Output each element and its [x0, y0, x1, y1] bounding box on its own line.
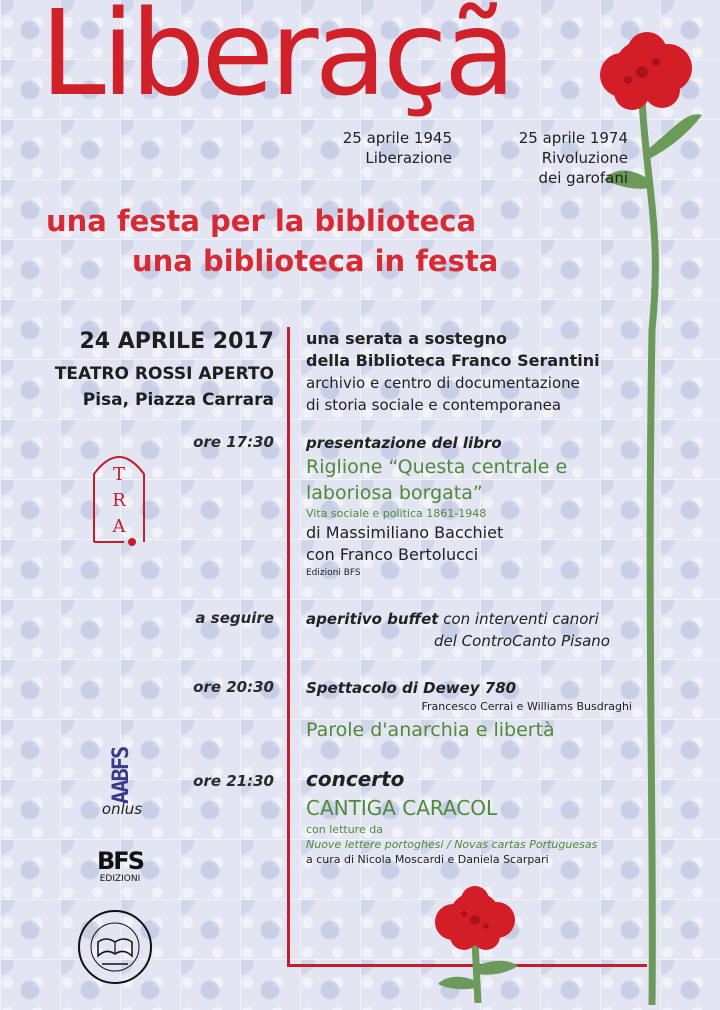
event-venue: TEATRO ROSSI APERTO [54, 364, 274, 384]
bfs-mark: BFS [97, 847, 143, 875]
biblioteca-seal-icon [76, 908, 154, 986]
event-venue-block [55, 361, 274, 413]
bfs-edizioni-logo [90, 848, 150, 884]
time-2030: ore 20:30 [193, 678, 274, 696]
p4-kind: concerto [306, 767, 405, 791]
time-1730: ore 17:30 [193, 433, 274, 451]
event-date: 24 APRILE 2017 [79, 329, 274, 354]
program-item-4 [306, 764, 597, 867]
aabfs-logo [96, 748, 148, 818]
p2-bold: aperitivo buffet [306, 610, 439, 628]
date-liberazione-block [343, 128, 452, 168]
intro-line-1: una serata a sostegno [306, 329, 507, 348]
subtitle-line-1: una festa per la biblioteca [46, 204, 477, 238]
label-rivoluzione: Rivoluzione [541, 149, 628, 167]
event-intro [306, 328, 600, 416]
p3-title: Spettacolo di Dewey 780 [306, 679, 517, 697]
program-item-3 [306, 677, 632, 745]
svg-text:A: A [112, 516, 126, 537]
time-2130: ore 21:30 [193, 772, 274, 790]
carnation-bottom-icon [420, 886, 530, 1003]
program-item-1 [306, 432, 567, 580]
p4-books: Nuove lettere portoghesi / Novas cartas Portuguesas [306, 838, 598, 851]
p1-title-line-2: laboriosa borgata” [306, 482, 483, 504]
svg-text:T: T [112, 464, 126, 485]
p1-publisher: Edizioni BFS [306, 568, 361, 578]
label-garofani: dei garofani [538, 169, 628, 187]
p1-title-line-1: Riglione “Questa centrale e [306, 456, 568, 478]
aabfs-mark: AABFS [109, 747, 134, 804]
p3-show: Parole d'anarchia e libertà [306, 719, 555, 741]
poster-title: Liberaçã [40, 0, 513, 122]
p2-line-2: del ControCanto Pisano [434, 632, 610, 650]
intro-line-3: archivio e centro di documentazione [306, 374, 580, 392]
event-place: Pisa, Piazza Carrara [82, 390, 274, 410]
p4-curated: a cura di Nicola Moscardi e Daniela Scarpari [306, 853, 549, 866]
date-garofani-block [519, 128, 628, 188]
label-liberazione: Liberazione [365, 149, 452, 167]
time-a-seguire: a seguire [195, 609, 274, 627]
p4-band: CANTIGA CARACOL [306, 796, 498, 820]
intro-line-4: di storia sociale e contemporanea [306, 396, 562, 414]
bfs-edizioni: EDIZIONI [99, 874, 141, 884]
aabfs-onlus: onlus [101, 800, 143, 818]
tra-logo-icon [88, 444, 150, 546]
p1-with: con Franco Bertolucci [306, 545, 479, 564]
date-1974: 25 aprile 1974 [518, 129, 628, 147]
divider-line [287, 327, 290, 967]
svg-text:R: R [112, 490, 126, 511]
p1-subtitle: Vita sociale e politica 1861-1948 [306, 507, 487, 520]
date-1945: 25 aprile 1945 [342, 129, 452, 147]
p4-with: con letture da [306, 823, 383, 836]
subtitle-line-2: una biblioteca in festa [132, 244, 499, 278]
p2-rest: con interventi canori [438, 610, 599, 628]
p3-people: Francesco Cerrai e Williams Busdraghi [421, 700, 632, 713]
intro-line-2: della Biblioteca Franco Serantini [306, 351, 600, 370]
program-item-2 [306, 608, 610, 652]
p1-kind: presentazione del libro [306, 434, 502, 452]
p1-author: di Massimiliano Bacchiet [306, 523, 504, 542]
